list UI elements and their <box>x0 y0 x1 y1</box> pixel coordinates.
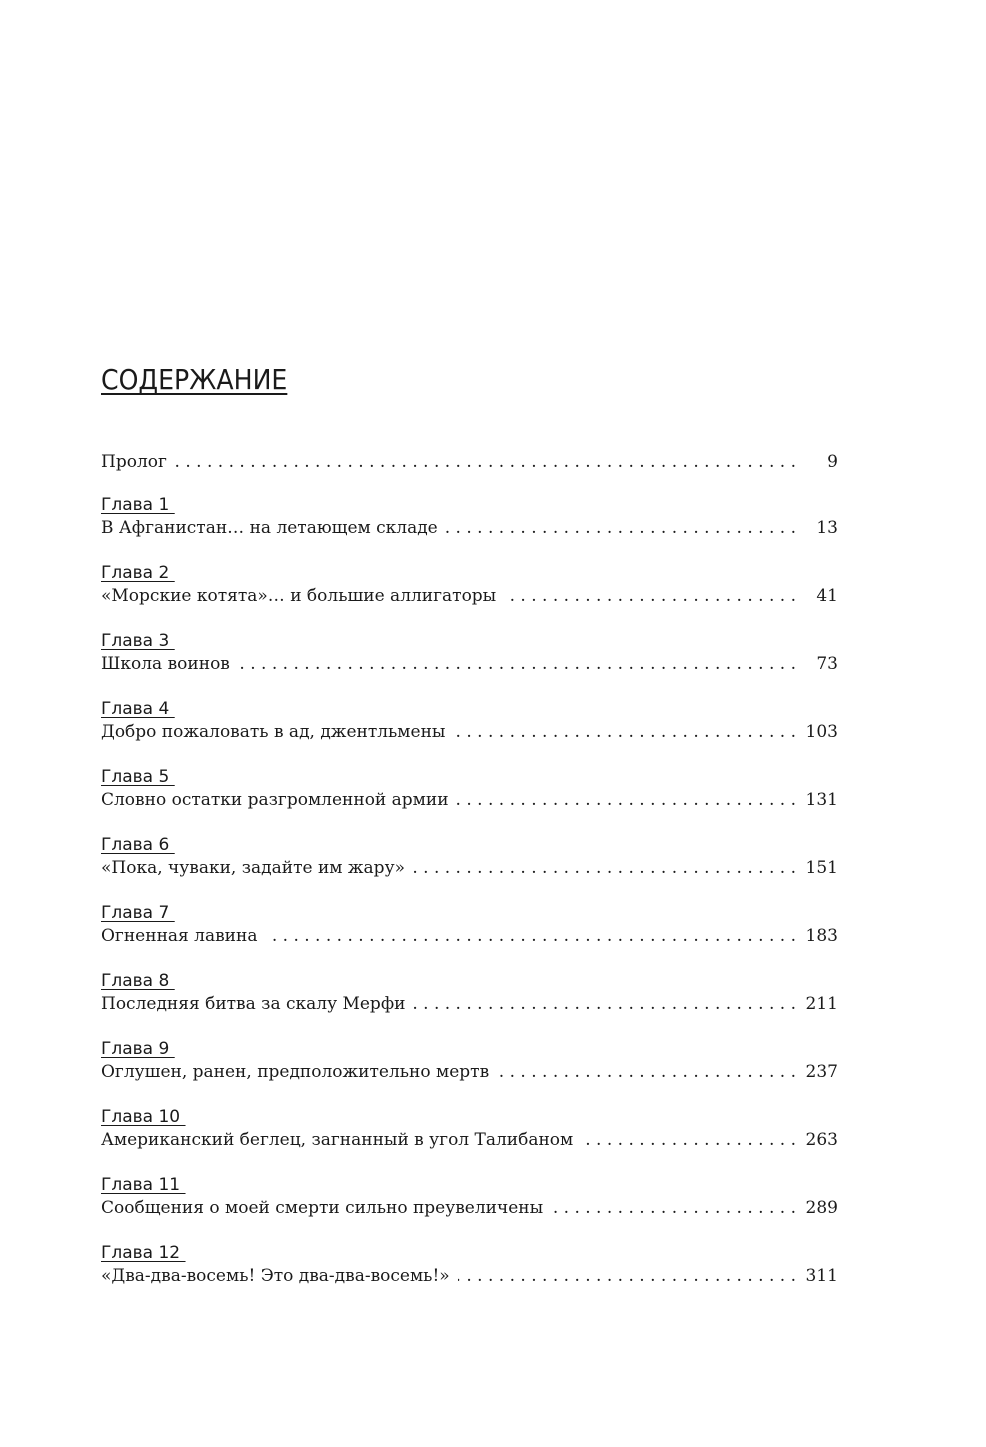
toc-entry-chapter-12[interactable] <box>101 1242 838 1288</box>
toc-row <box>101 584 838 608</box>
dot-leader <box>238 652 796 676</box>
entry-title: Оглушен, ранен, предположительно мертв <box>101 1062 490 1082</box>
entry-title: Пролог <box>101 452 167 472</box>
dot-leader <box>551 1196 796 1220</box>
chapter-label: Глава 5 <box>101 767 175 787</box>
page-number: 289 <box>805 1198 838 1218</box>
entry-title: Добро пожаловать в ад, джентльмены <box>101 722 446 742</box>
toc-row <box>101 1128 838 1152</box>
toc-entry-prologue[interactable] <box>101 450 838 474</box>
entry-title: «Два-два-восемь! Это два-два-восемь!» <box>101 1266 450 1286</box>
dot-leader <box>175 450 796 474</box>
toc-entry-chapter-4[interactable] <box>101 698 838 744</box>
toc-row <box>101 1060 838 1084</box>
toc-row <box>101 788 838 812</box>
entry-title: В Афганистан… на летающем складе <box>101 518 438 538</box>
toc-row <box>101 924 838 948</box>
toc-row <box>101 856 838 880</box>
chapter-label: Глава 7 <box>101 903 175 923</box>
toc-entry-chapter-8[interactable] <box>101 970 838 1016</box>
entry-title: Огненная лавина <box>101 926 258 946</box>
toc-heading: СОДЕРЖАНИЕ <box>101 363 288 396</box>
toc-entry-chapter-11[interactable] <box>101 1174 838 1220</box>
toc-row <box>101 516 838 540</box>
page-number: 73 <box>816 654 838 674</box>
page-number: 13 <box>816 518 838 538</box>
chapter-label: Глава 4 <box>101 699 175 719</box>
entry-title: Сообщения о моей смерти сильно преувеличены <box>101 1198 544 1218</box>
dot-leader <box>265 924 796 948</box>
dot-leader <box>457 788 796 812</box>
chapter-label: Глава 6 <box>101 835 175 855</box>
page-number: 237 <box>805 1062 838 1082</box>
dot-leader <box>453 720 796 744</box>
chapter-label: Глава 9 <box>101 1039 175 1059</box>
toc-row <box>101 1264 838 1288</box>
dot-leader <box>458 1264 796 1288</box>
toc-entry-chapter-10[interactable] <box>101 1106 838 1152</box>
toc-row <box>101 450 838 474</box>
page-number: 131 <box>805 790 838 810</box>
entry-title: Американский беглец, загнанный в угол Талибаном <box>101 1130 574 1150</box>
toc-row <box>101 720 838 744</box>
dot-leader <box>446 516 796 540</box>
page-number: 211 <box>805 994 838 1014</box>
page-number: 263 <box>805 1130 838 1150</box>
dot-leader <box>413 856 796 880</box>
chapter-label: Глава 10 <box>101 1107 186 1127</box>
toc-row <box>101 992 838 1016</box>
toc-entry-chapter-7[interactable] <box>101 902 838 948</box>
toc-entry-chapter-3[interactable] <box>101 630 838 676</box>
entry-title: «Морские котята»… и большие аллигаторы <box>101 586 497 606</box>
page-number: 9 <box>827 452 838 472</box>
entry-title: Словно остатки разгромленной армии <box>101 790 449 810</box>
page-number: 151 <box>805 858 838 878</box>
chapter-label: Глава 3 <box>101 631 175 651</box>
toc-entry-chapter-5[interactable] <box>101 766 838 812</box>
table-of-contents <box>101 450 838 1310</box>
chapter-label: Глава 8 <box>101 971 175 991</box>
toc-row <box>101 1196 838 1220</box>
page-number: 103 <box>805 722 838 742</box>
toc-entry-chapter-1[interactable] <box>101 494 838 540</box>
dot-leader <box>504 584 796 608</box>
chapter-label: Глава 1 <box>101 495 175 515</box>
dot-leader <box>497 1060 796 1084</box>
entry-title: Школа воинов <box>101 654 230 674</box>
chapter-label: Глава 2 <box>101 563 175 583</box>
toc-entry-chapter-2[interactable] <box>101 562 838 608</box>
entry-title: Последняя битва за скалу Мерфи <box>101 994 406 1014</box>
toc-entry-chapter-9[interactable] <box>101 1038 838 1084</box>
dot-leader <box>581 1128 796 1152</box>
dot-leader <box>413 992 796 1016</box>
page-number: 41 <box>816 586 838 606</box>
entry-title: «Пока, чуваки, задайте им жару» <box>101 858 405 878</box>
toc-row <box>101 652 838 676</box>
chapter-label: Глава 11 <box>101 1175 186 1195</box>
page-number: 311 <box>805 1266 838 1286</box>
page-number: 183 <box>805 926 838 946</box>
chapter-label: Глава 12 <box>101 1243 186 1263</box>
toc-entry-chapter-6[interactable] <box>101 834 838 880</box>
